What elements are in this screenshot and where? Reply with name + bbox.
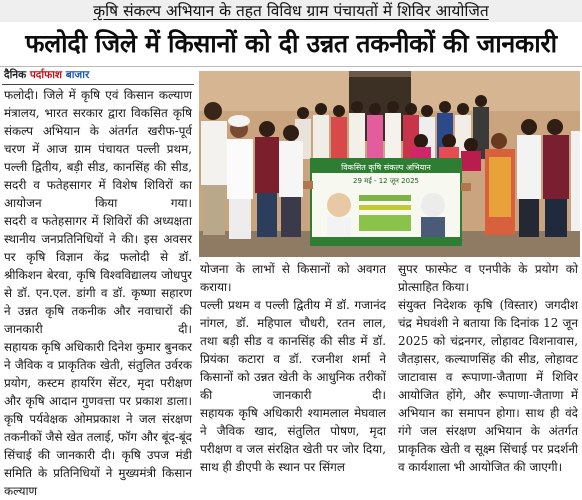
col1-paragraph-1: फलोदी। जिले में कृषि एवं किसान कल्याण मंत्रालय, भारत सरकार द्वारा विकसित कृषि संकल्प अभियान के अंतर्गत खरीफ-पूर्व चरण में आज ग्राम पंचायत पल्ली प्रथम, पल्ली द्वितीय, बड़ी सीड, कानसिंह की सीड, सदरी व फतेहसागर में विशेष शिविरों का आयोजन किया गया। — [4, 88, 192, 210]
banner-subtitle: 29 मई - 12 जून 2025 — [353, 177, 419, 185]
col3-paragraph-1: सुपर फास्फेट व एनपीके के प्रयोग को प्रोत्साहित किया। — [398, 262, 578, 294]
col2-paragraph-1: योजना के लाभों से किसानों को अवगत कराया। — [200, 262, 386, 294]
kicker-line: कृषि संकल्प अभियान के तहत विविध ग्राम पंचायतों में शिविर आयोजित — [93, 2, 489, 20]
col1-paragraph-3: सहायक कृषि अधिकारी दिनेश कुमार बुनकर ने जैविक व प्राकृतिक खेती, संतुलित उर्वरक प्रयोग, कस्टम हायरिंग सेंटर, मृदा परीक्षण और कृषि आदान गुणवत्ता पर प्रकाश डाला। कृषि पर्यवेक्षक ओमप्रकाश ने जल संरक्षण तकनीकों जैसे खेत तलाई, फॉग और बूंद-बूंद सिंचाई की जानकारी दी। कृषि उपज मंडी समिति के प्रतिनिधियों ने मुख्यमंत्री किसान कल्याण — [4, 340, 192, 498]
banner-title: विकसित कृषि संकल्प अभियान — [341, 163, 431, 172]
headline: फलोदी जिले में किसानों को दी उन्नत तकनीकों की जानकारी — [25, 29, 557, 58]
campaign-banner — [311, 159, 461, 245]
newspaper-brand — [4, 68, 89, 82]
brand-part-3: बाजार — [65, 69, 90, 81]
col1-paragraph-2: सदरी व फतेहसागर में शिविरों की अध्यक्षता स्थानीय जनप्रतिनिधियों ने की। इस अवसर पर कृषि विज्ञान केंद्र फलोदी से डॉ. श्रीकिशन बेरवा, कृषि विश्वविद्यालय जोधपुर से डॉ. एन.एल. डांगी व डॉ. कृष्णा सहारण ने उन्नत कृषि तकनीक और नवाचारों की जानकारी दी। — [4, 214, 192, 336]
article-column-3 — [398, 260, 578, 474]
brand-part-2: पर्दाफाश — [29, 69, 63, 81]
article-column-1 — [4, 86, 192, 498]
col2-paragraph-3: सहायक कृषि अधिकारी श्यामलाल मेघवाल ने जैविक खाद, संतुलित पोषण, मृदा परीक्षण व जल संरक्षित खेती पर जोर दिया, साथ ही डीएपी के स्थान पर सिंगल — [200, 406, 386, 474]
col3-paragraph-2: संयुक्त निदेशक कृषि (विस्तार) जगदीश चंद्र मेघवंशी ने बताया कि दिनांक 12 जून 2025 को चंद्रनगर, लोहावट विशनावास, जैतड़ासर, कल्याणसिंह की सीड, लोहावट जाटावास व रूपाणा-जैताणा में शिविर आयोजित होंगे, और रूपाणा-जैताणा में अभियान का समापन होगा। साथ ही वंदे गंगे जल संरक्षण अभियान के अंतर्गत प्राकृतिक खेती व सूक्ष्म सिंचाई पर प्रदर्शनी व कार्यशाला भी आयोजित की जाएगी। — [398, 298, 578, 474]
headline-divider — [0, 66, 582, 67]
brand-underline — [2, 84, 194, 85]
article-column-2 — [200, 260, 386, 474]
news-photo — [199, 71, 580, 257]
brand-part-1: दैनिक — [4, 69, 27, 81]
col2-paragraph-2: पल्ली प्रथम व पल्ली द्वितीय में डॉ. गजानंद नांगल, डॉ. महिपाल चौधरी, रतन लाल, तथा बड़ी सीड व कानसिंह की सीड में डॉ. प्रियंका कटारा व डॉ. रजनीश शर्मा ने किसानों को उन्नत खेती के आधुनिक तरीकों की जानकारी दी। — [200, 298, 386, 402]
